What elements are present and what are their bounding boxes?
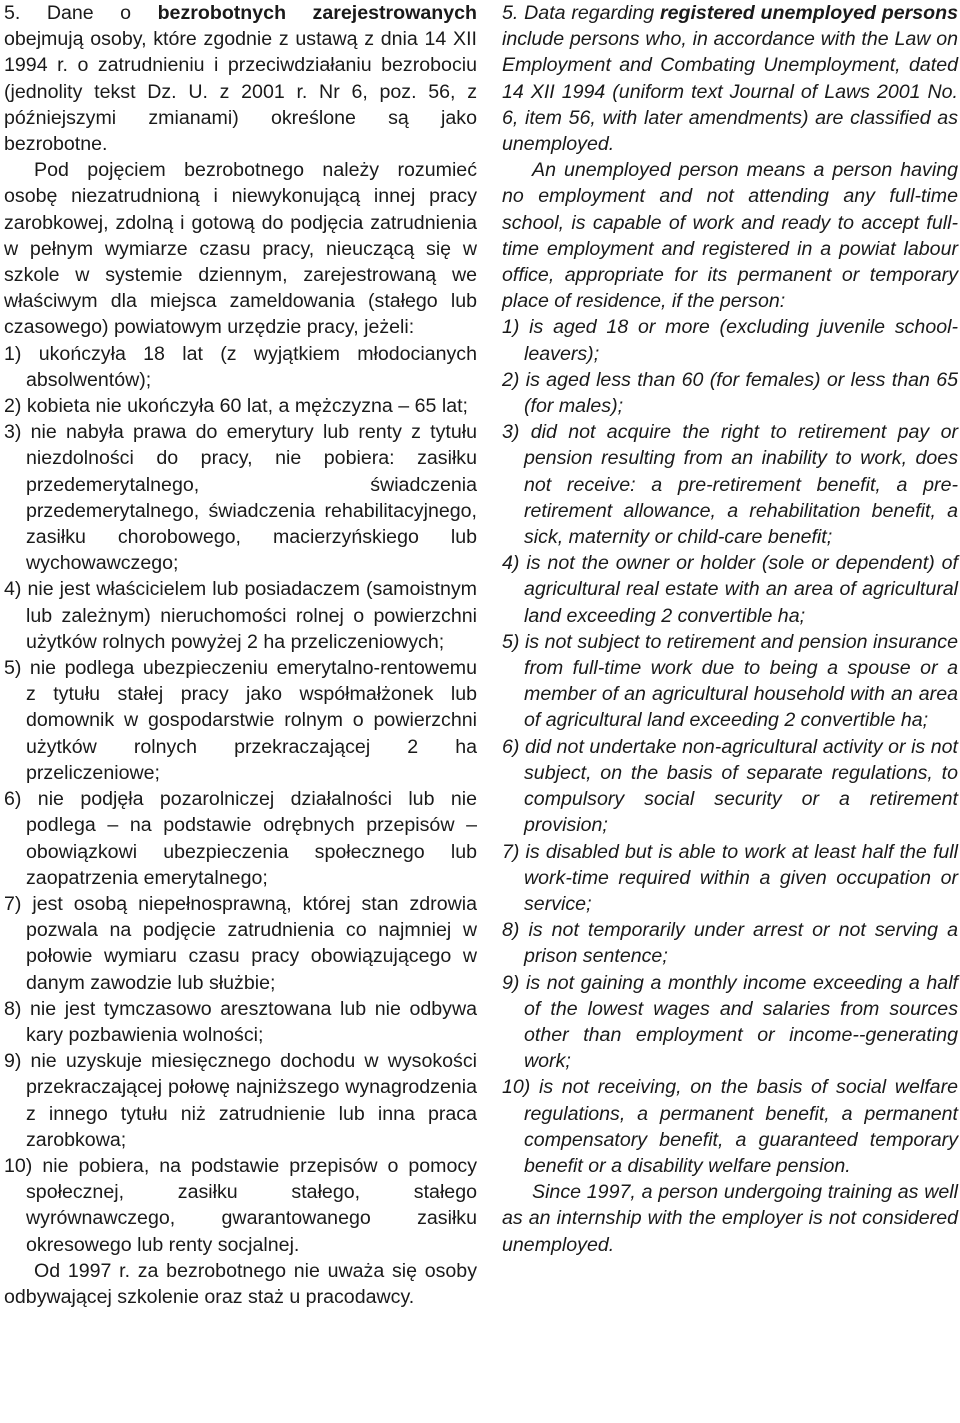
closing-paragraph-en: Since 1997, a person undergoing training as well as an internship with the employer is not considered unemployed. [502, 1181, 958, 1256]
polish-column [4, 0, 477, 1423]
definition-paragraph-en: An unemployed person means a person having no employment and not attending any full-time school, is capable of work and ready to accept full-time employment and registered in a powiat labour office, appropriate for its permanent or temporary place of residence, if the person: [502, 159, 958, 313]
heading-term-en: registered unemployed persons [659, 2, 958, 24]
section-heading-en [502, 0, 958, 157]
list-item: 10) is not receiving, on the basis of social welfare regulations, a permanent benefit, a permanent compensatory benefit, a guaranteed temporary benefit or a disability welfare pension. [502, 1076, 958, 1177]
heading-rest-pl: obejmują osoby, które zgodnie z ustawą z dnia 14 XII 1994 r. o zatrudnieniu i przeciwdziałaniu bezrobociu (jednolity tekst Dz. U. z 2001 r. Nr 6, poz. 56, z późniejszymi zmianami) określone są jako bezrobotne. [4, 28, 477, 156]
list-item: 6) did not undertake non-agricultural activity or is not subject, on the basis of separate regulations, to compulsory social security or a retirement provision; [502, 735, 958, 837]
list-item: 9) nie uzyskuje miesięcznego dochodu w wysokości przekraczającej połowę najniższego wynagrodzenia z innego tytułu niż zatrudnienie lub inna praca zarobkowa; [4, 1050, 477, 1151]
list-item: 7) jest osobą niepełnosprawną, której stan zdrowia pozwala na podjęcie zatrudnienia co najmniej w połowie wymiaru czasu pracy obowiązującego w danym zawodzie lub służbie; [4, 892, 477, 994]
heading-intro-pl: 5. Dane o [4, 2, 158, 24]
list-item: 3) did not acquire the right to retirement pay or pension resulting from an inability to work, does not receive: a pre-retirement benefit, a pre-retirement allowance, a rehabilitation benefit, a sick, maternity or child-care benefit; [502, 421, 958, 549]
list-item: 5) is not subject to retirement and pension insurance from full-time work due to being a spouse or a member of an agricultural household with an area of agricultural land exceeding 2 convertible ha; [502, 630, 958, 732]
list-item: 4) nie jest właścicielem lub posiadaczem (samoistnym lub zależnym) nieruchomości rolnej o powierzchni użytków rolnych powyżej 2 ha przeliczeniowych; [4, 578, 477, 653]
closing-paragraph-pl: Od 1997 r. za bezrobotnego nie uważa się osoby odbywającej szkolenie oraz staż u pracodawcy. [4, 1259, 477, 1308]
list-item: 2) is aged less than 60 (for females) or less than 65 (for males); [502, 368, 958, 418]
list-item: 5) nie podlega ubezpieczeniu emerytalno-rentowemu z tytułu stałej pracy jako współmałżonek lub domownik w gospodarstwie rolnym o powierzchni użytków rolnych przekraczającej 2 ha przeliczeniowe; [4, 657, 477, 784]
heading-term-pl: bezrobotnych zarejestrowanych [157, 2, 477, 24]
english-column [502, 0, 958, 1423]
list-item: 1) is aged 18 or more (excluding juvenile school-leavers); [502, 316, 958, 365]
heading-intro-en: 5. Data regarding [502, 2, 660, 24]
list-item: 8) is not temporarily under arrest or not serving a prison sentence; [502, 919, 958, 968]
list-item: 1) ukończyła 18 lat (z wyjątkiem młodocianych absolwentów); [4, 342, 477, 391]
definition-paragraph-pl: Pod pojęciem bezrobotnego należy rozumieć osobę niezatrudnioną i niewykonującą innej pracy zarobkowej, zdolną i gotową do podjęcia zatrudnienia w pełnym wymiarze czasu pracy, nieuczącą się w szkole w systemie dziennym, zarejestrowaną we właściwym dla miejsca zameldowania (stałego lub czasowego) powiatowym urzędzie pracy, jeżeli: [4, 159, 477, 339]
list-item: 10) nie pobiera, na podstawie przepisów o pomocy społecznej, zasiłku stałego, stałego wyrównawczego, gwarantowanego zasiłku okresowego lub renty socjalnej. [4, 1154, 477, 1256]
list-item: 2) kobieta nie ukończyła 60 lat, a mężczyzna – 65 lat; [4, 395, 468, 418]
list-item: 6) nie podjęła pozarolniczej działalności lub nie podlega – na podstawie odrębnych przepisów – obowiązkowi ubezpieczenia społecznego lub zaopatrzenia emerytalnego; [4, 788, 477, 889]
list-item: 4) is not the owner or holder (sole or dependent) of agricultural real estate with an area of agricultural land exceeding 2 convertible ha; [502, 552, 958, 627]
list-item: 7) is disabled but is able to work at least half the full work-time required within a given occupation or service; [502, 840, 958, 915]
list-item: 3) nie nabyła prawa do emerytury lub renty z tytułu niezdolności do pracy, nie pobiera: zasiłku przedemerytalnego, świadczenia przedemerytalnego, świadczenia rehabilitacyjnego, zasiłku chorobowego, macierzyńskiego lub wychowawczego; [4, 421, 477, 575]
section-heading-pl [4, 0, 477, 157]
heading-rest-en: include persons who, in accordance with the Law on Employment and Combating Unemployment, dated 14 XII 1994 (uniform text Journal of Laws 2001 No. 6, item 56, with later amendments) are classified as unemployed. [502, 28, 958, 156]
list-item: 9) is not gaining a monthly income exceeding a half of the lowest wages and salaries from sources other than employment or income--generating work; [502, 971, 958, 1073]
list-item: 8) nie jest tymczasowo aresztowana lub nie odbywa kary pozbawienia wolności; [4, 997, 477, 1046]
